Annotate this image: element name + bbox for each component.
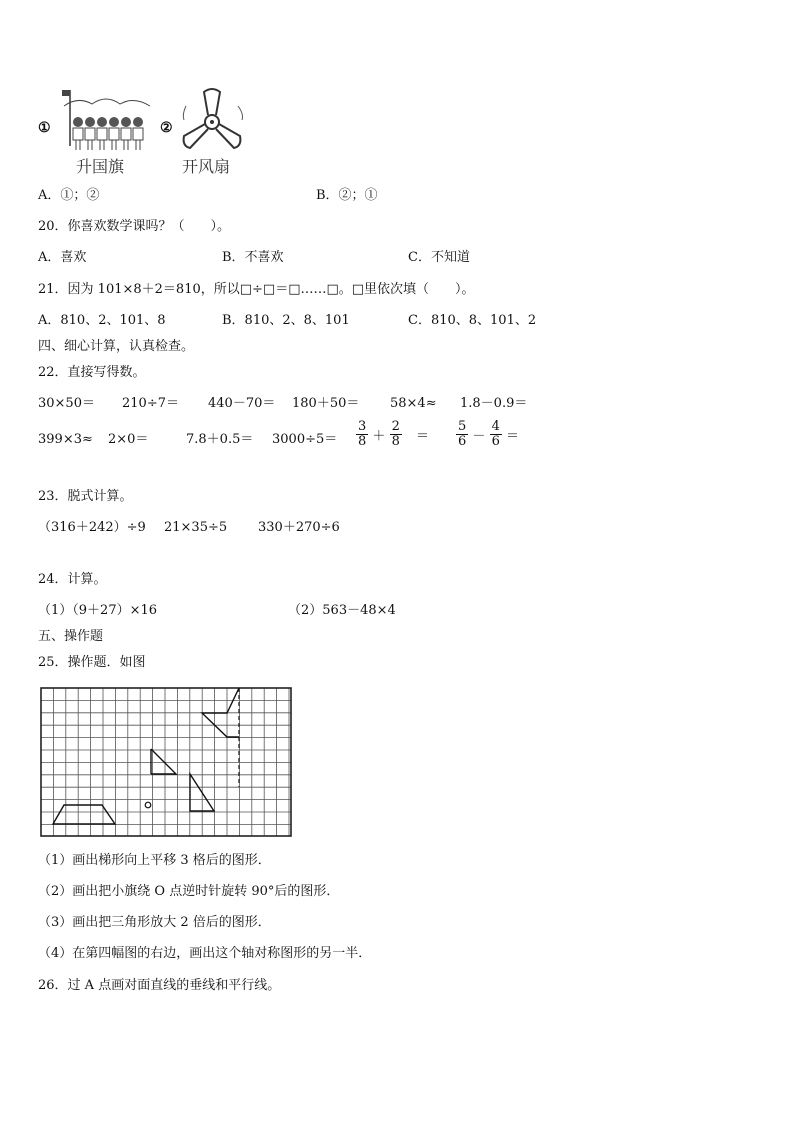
trapezoid-shape [53,805,115,824]
q22-row1-item: 30×50＝ [38,396,95,411]
fraction: $\frac{3}{8}$ [358,419,367,449]
q25-task-4: （4）在第四幅图的右边，画出这个轴对称图形的另一半． [38,946,372,961]
top-figure [38,84,268,178]
q22-row2-item: 399×3≈ [38,432,93,447]
q23-stem: 23．脱式计算。 [38,489,133,504]
q24-stem: 24．计算。 [38,572,107,587]
q21-stem: 21．因为 101×8＋2＝810，所以□÷□＝□……□。□里依次填（ ）。 [38,282,475,297]
q22-row1-item: 440－70＝ [208,396,276,411]
q22-row2-item: 7.8＋0.5＝ [186,432,254,447]
q22-row2-item: 2×0＝ [108,432,149,447]
q22-row1-item: 58×4≈ [390,396,437,411]
q22-row1-item: 180＋50＝ [292,396,360,411]
q19-option-a[interactable]: A．①；② [38,188,100,203]
q23-item: 21×35÷5 [164,520,228,535]
q20-option-b[interactable]: B．不喜欢 [222,250,284,265]
q22-stem: 22．直接写得数。 [38,365,146,380]
fraction: $\frac{4}{6}$ [491,419,500,449]
q20-option-a[interactable]: A．喜欢 [38,250,87,265]
fraction-expression-1: $\frac{3}{8}$ ＋ $\frac{2}{8}$ ＝ [358,419,430,449]
q22-row2-item: 3000÷5＝ [272,432,338,447]
fraction: $\frac{2}{8}$ [391,419,400,449]
q24-item-1: （1）（9＋27）×16 [38,603,158,618]
point-o-marker [145,802,151,808]
circle-label-1: ① [38,120,51,136]
q20-stem: 20．你喜欢数学课吗？（ ）。 [38,219,231,234]
flag-shape [151,749,176,774]
q22-row1-item: 1.8－0.9＝ [460,396,528,411]
q25-stem: 25．操作题．如图 [38,655,146,670]
fan-illustration [176,84,256,154]
q22-row1-item: 210÷7＝ [122,396,179,411]
q25-task-3: （3）画出把三角形放大 2 倍后的图形． [38,915,271,930]
circle-label-2: ② [160,120,173,136]
section-5-heading: 五、操作题 [38,629,104,644]
caption-flag-raising: 升国旗 [76,157,125,176]
q21-option-c[interactable]: C．810、8、101、2 [408,313,537,328]
grid-figure [40,687,292,837]
q25-task-2: （2）画出把小旗绕 O 点逆时针旋转 90°后的图形． [38,884,340,899]
q19-option-b[interactable]: B．②；① [316,188,378,203]
q21-option-b[interactable]: B．810、2、8、101 [222,313,350,328]
q25-task-1: （1）画出梯形向上平移 3 格后的图形． [38,853,271,868]
flag-raising-illustration [58,86,158,156]
q21-option-a[interactable]: A．810、2、101、8 [38,313,166,328]
q23-item: 330＋270÷6 [258,520,340,535]
fraction-expression-2: $\frac{5}{6}$ － $\frac{4}{6}$ ＝ [458,419,520,449]
q26-stem: 26．过 A 点画对面直线的垂线和平行线。 [38,978,281,993]
caption-fan: 开风扇 [182,157,231,176]
section-4-heading: 四、细心计算，认真检查。 [38,339,195,354]
fraction: $\frac{5}{6}$ [458,419,467,449]
q24-item-2: （2）563－48×4 [288,603,396,618]
q23-item: （316＋242）÷9 [38,520,146,535]
q20-option-c[interactable]: C．不知道 [408,250,470,265]
